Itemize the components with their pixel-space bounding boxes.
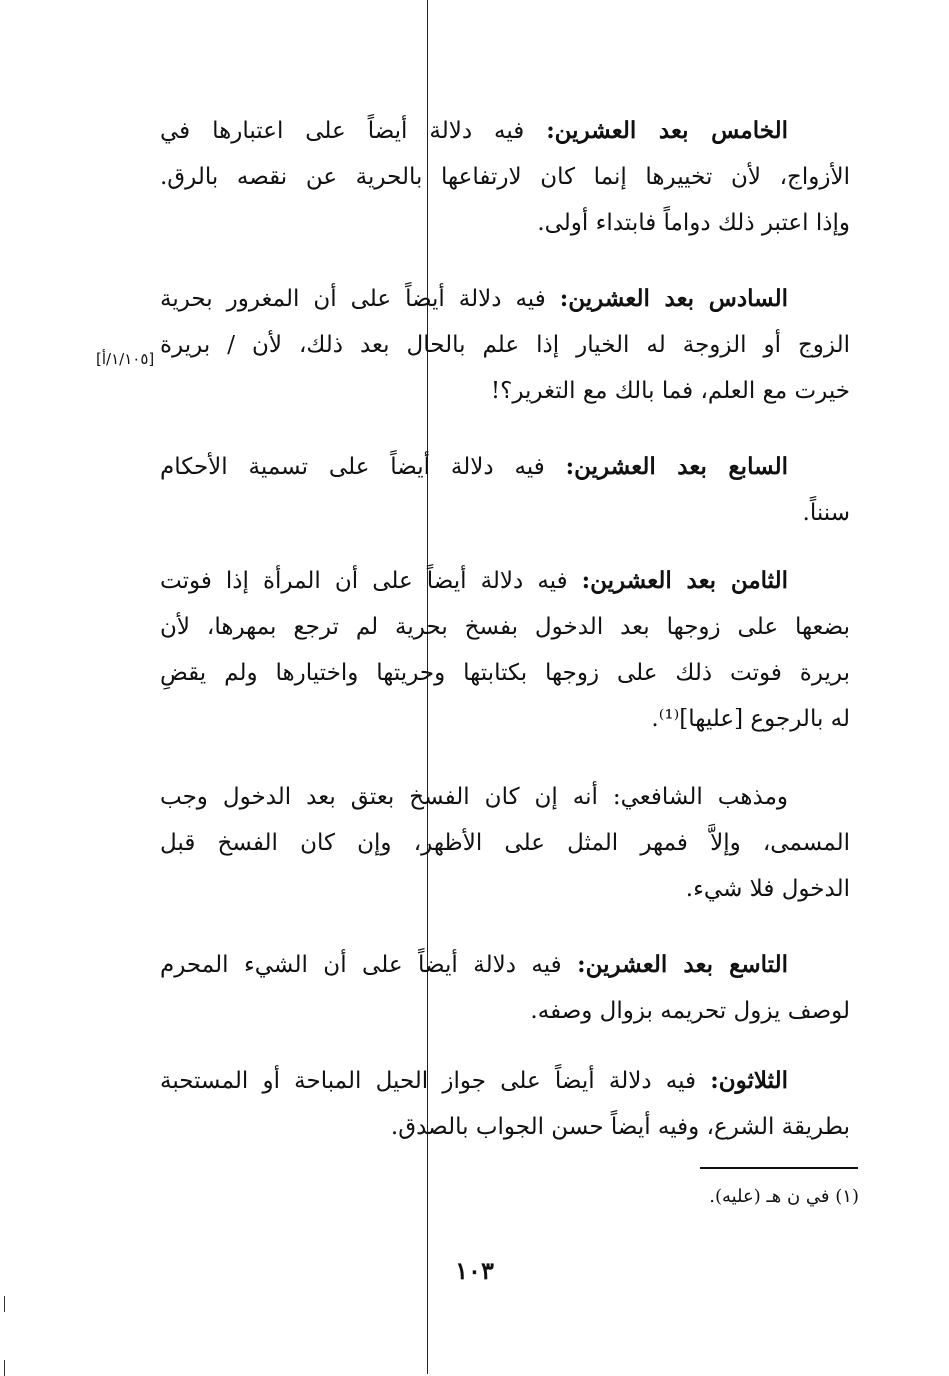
scan-edge-mark xyxy=(4,1296,5,1312)
paragraph-heading: الثلاثون: xyxy=(710,1067,788,1094)
paragraph-heading: السادس بعد العشرين: xyxy=(559,285,788,312)
paragraph-text: فيه دلالة أيضاً على تسمية الأحكام xyxy=(160,454,545,480)
paragraph-29 xyxy=(160,942,850,1034)
paragraph-text: فيه دلالة أيضاً على أن الشيء المحرم xyxy=(160,952,562,978)
paragraph-line xyxy=(160,444,850,490)
paragraph-line: سنناً. xyxy=(802,500,850,526)
manuscript-folio-reference: [١/١٠٥/أ] xyxy=(96,350,155,368)
footnote: (١) في ن هـ (عليه). xyxy=(709,1186,859,1207)
paragraph-heading: الخامس بعد العشرين: xyxy=(546,117,788,144)
paragraph-25 xyxy=(160,108,850,246)
paragraph-line: خيرت مع العلم، فما بالك مع التغرير؟! xyxy=(490,378,850,404)
footnote-divider xyxy=(700,1167,858,1169)
paragraph-line xyxy=(160,276,850,322)
paragraph-heading: التاسع بعد العشرين: xyxy=(577,951,788,978)
paragraph-30 xyxy=(160,1058,850,1150)
paragraph-line: المسمى، وإلاَّ فمهر المثل على الأظهر، وإن كان الفسخ قبل xyxy=(160,830,850,856)
paragraph-line: لوصف يزول تحريمه بزوال وصفه. xyxy=(530,998,850,1024)
paragraph-line xyxy=(160,558,850,604)
paragraph-line: بريرة فوتت ذلك على زوجها بكتابتها وحريتها واختيارها ولم يقضِ xyxy=(160,660,850,686)
paragraph-line: له بالرجوع [عليها]⁽¹⁾. xyxy=(651,706,850,732)
paragraph-line: الدخول فلا شيء. xyxy=(685,876,850,902)
paragraph-text: فيه دلالة أيضاً على اعتبارها في xyxy=(160,118,525,144)
paragraph-line: بطريقة الشرع، وفيه أيضاً حسن الجواب بالصدق. xyxy=(390,1114,850,1140)
paragraph-heading: الثامن بعد العشرين: xyxy=(581,567,789,594)
paragraph-line: الزوج أو الزوجة له الخيار إذا علم بالحال بعد ذلك، لأن / بريرة xyxy=(160,332,850,358)
paragraph-line: ومذهب الشافعي: أنه إن كان الفسخ بعتق بعد الدخول وجب xyxy=(160,784,788,810)
paragraph-28 xyxy=(160,558,850,742)
paragraph-26 xyxy=(160,276,850,414)
paragraph-heading: السابع بعد العشرين: xyxy=(565,453,788,480)
paragraph-text: فيه دلالة أيضاً على أن المرأة إذا فوتت xyxy=(160,568,568,594)
paragraph-text: فيه دلالة أيضاً على أن المغرور بحرية xyxy=(160,286,546,312)
paragraph-line xyxy=(160,942,850,988)
paragraph-line: وإذا اعتبر ذلك دواماً فابتداء أولى. xyxy=(537,210,850,236)
paragraph-line xyxy=(160,108,850,154)
paragraph-shafii xyxy=(160,774,850,912)
page-number: ١٠٣ xyxy=(455,1256,494,1285)
paragraph-line: بضعها على زوجها بعد الدخول بفسخ بحرية لم ترجع بمهرها، لأن xyxy=(160,614,850,640)
paragraph-line xyxy=(160,1058,850,1104)
paragraph-27 xyxy=(160,444,850,536)
paragraph-text: فيه دلالة أيضاً على جواز الحيل المباحة أو المستحبة xyxy=(160,1068,697,1094)
paragraph-line: الأزواج، لأن تخييرها إنما كان لارتفاعها بالحرية عن نقصه بالرق. xyxy=(160,164,850,190)
